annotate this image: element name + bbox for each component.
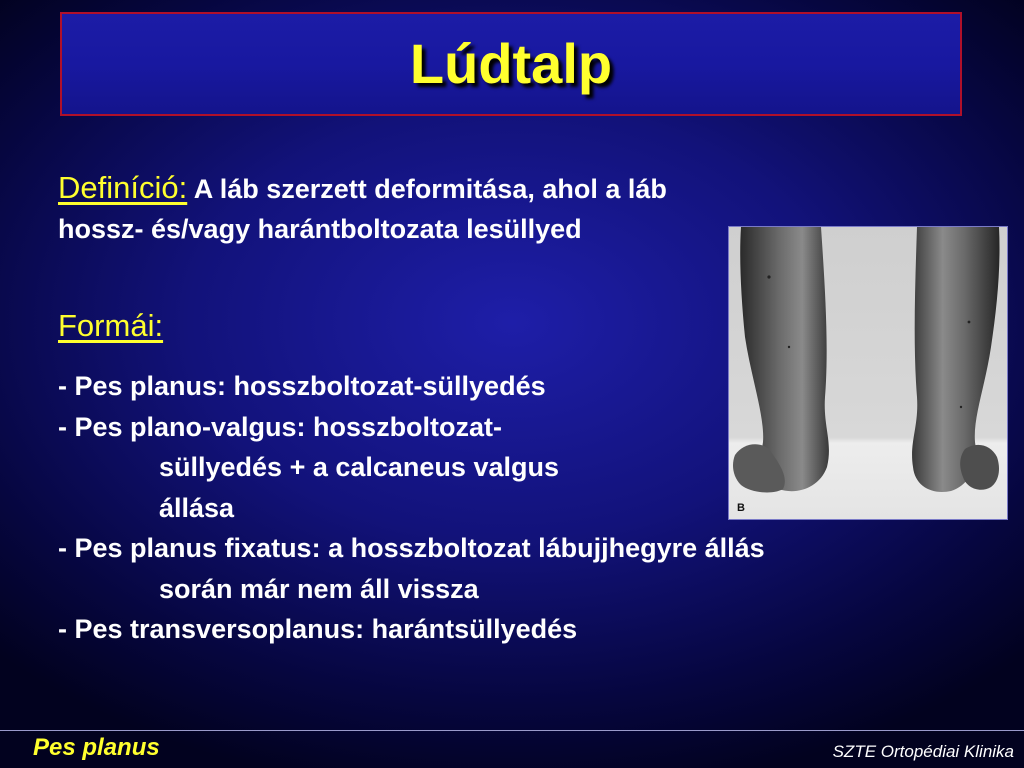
forms-item-continuation: állása <box>159 492 235 523</box>
definition-text-2: hossz- és/vagy harántboltozata lesüllyed <box>58 214 582 244</box>
forms-item: - Pes planus fixatus: a hosszboltozat lábujjhegyre állás <box>58 533 765 563</box>
forms-item-continuation: során már nem áll vissza <box>159 573 479 604</box>
footer-divider <box>0 730 1024 731</box>
legs-illustration <box>729 227 1007 519</box>
forms-item: - Pes planus: hosszboltozat-süllyedés <box>58 371 546 401</box>
definition-text-1: A láb szerzett deformitása, ahol a láb <box>193 174 667 204</box>
skin-mark <box>788 346 790 348</box>
forms-item-continuation: süllyedés + a calcaneus valgus <box>159 452 559 482</box>
photo-label: B <box>737 502 745 514</box>
definition-heading: Definíció: <box>58 170 188 205</box>
forms-item: - Pes transversoplanus: harántsüllyedés <box>58 614 578 644</box>
skin-mark <box>968 321 971 324</box>
skin-mark <box>960 406 962 408</box>
forms-heading: Formái: <box>58 308 164 343</box>
footer-topic: Pes planus <box>33 734 160 761</box>
forms-list <box>58 366 765 650</box>
definition-line-1 <box>58 168 667 209</box>
flatfoot-photo <box>728 226 1008 520</box>
definition-block <box>58 168 667 249</box>
forms-heading-wrap <box>58 306 163 346</box>
footer-institution: SZTE Ortopédiai Klinika <box>832 742 1014 761</box>
forms-item: - Pes plano-valgus: hosszboltozat- <box>58 411 503 442</box>
skin-mark <box>767 275 770 278</box>
slide-title: Lúdtalp <box>409 32 613 95</box>
title-box <box>60 12 962 116</box>
